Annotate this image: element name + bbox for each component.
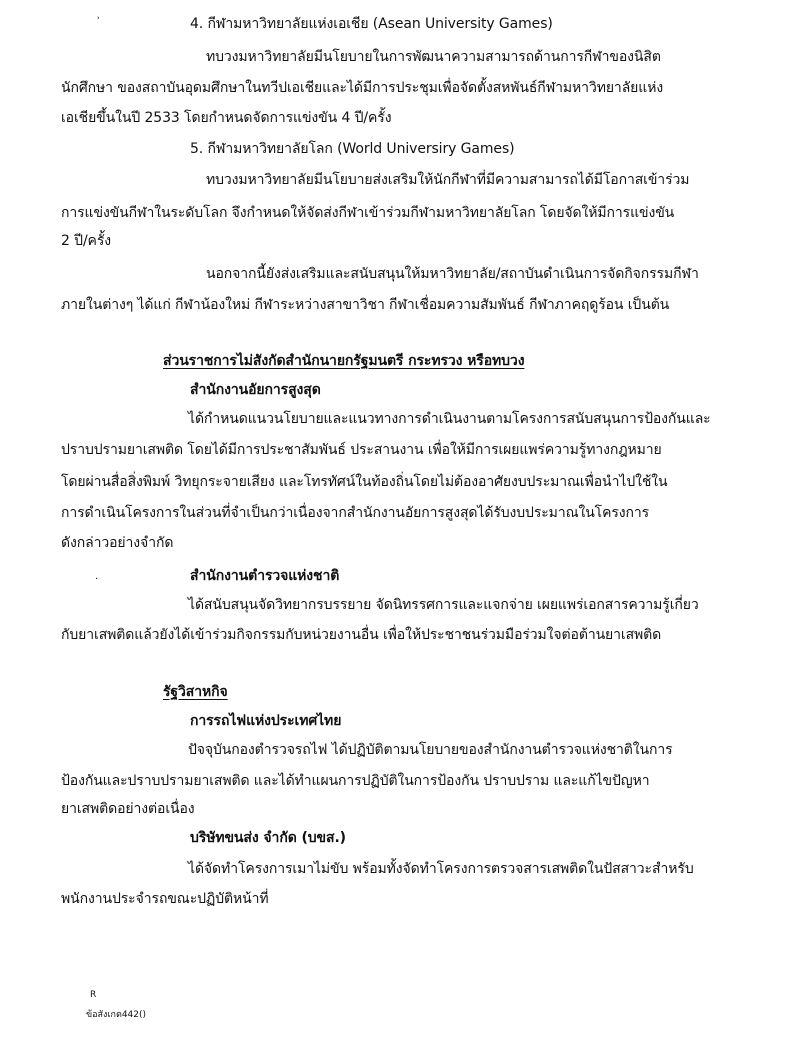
transport-paragraph-line: พนักงานประจำรถขณะปฏิบัติหน้าที่ (61, 891, 269, 907)
railway-title: การรถไฟแห่งประเทศไทย (190, 713, 342, 729)
extra-paragraph-line: นอกจากนี้ยังส่งเสริมและสนับสนุนให้มหาวิทยาลัย/สถาบันดำเนินการจัดกิจกรรมกีฬา (206, 266, 699, 282)
item5-paragraph-line: ทบวงมหาวิทยาลัยมีนโยบายส่งเสริมให้นักกีฬาที่มีความสามารถได้มีโอกาสเข้าร่วม (206, 172, 690, 188)
railway-paragraph-line: ยาเสพติดอย่างต่อเนื่อง (61, 801, 195, 817)
transport-paragraph-line: ได้จัดทำโครงการเมาไม่ขับ พร้อมทั้งจัดทำโครงการตรวจสารเสพติดในปัสสาวะสำหรับ (188, 861, 694, 877)
railway-paragraph-line: ป้องกันและปราบปรามยาเสพติด และได้ทำแผนการปฏิบัติในการป้องกัน ปราบปราม และแก้ไขปัญหา (61, 773, 650, 789)
attorney-paragraph-line: โดยผ่านสื่อสิ่งพิมพ์ วิทยุกระจายเสียง และโทรทัศน์ในท้องถิ่นโดยไม่ต้องอาศัยงบประมาณเพื่อนำไปใช้ใน (61, 474, 668, 490)
item5-heading: 5. กีฬามหาวิทยาลัยโลก (World Universiry Games) (190, 141, 515, 157)
police-paragraph-line: ได้สนับสนุนจัดวิทยากรบรรยาย จัดนิทรรศการและแจกจ่าย เผยแพร่เอกสารความรู้เกี่ยว (188, 597, 699, 613)
attorney-title: สำนักงานอัยการสูงสุด (190, 382, 321, 398)
agencies-section-heading: ส่วนราชการไม่สังกัดสำนักนายกรัฐมนตรี กระทรวง หรือทบวง (163, 353, 525, 369)
police-paragraph-line: กับยาเสพติดแล้วยังได้เข้าร่วมกิจกรรมกับหน่วยงานอื่น เพื่อให้ประชาชนร่วมมือร่วมใจต่อต้านยาเสพติด (61, 627, 662, 643)
top-mark: ʾ (97, 16, 101, 27)
item5-paragraph-line: การแข่งขันกีฬาในระดับโลก จึงกำหนดให้จัดส่งกีฬาเข้าร่วมกีฬามหาวิทยาลัยโลก โดยจัดให้มีการแข่งขัน (61, 205, 675, 221)
item4-heading: 4. กีฬามหาวิทยาลัยแห่งเอเชีย (Asean University Games) (190, 16, 553, 32)
railway-paragraph-line: ปัจจุบันกองตำรวจรถไฟ ได้ปฏิบัติตามนโยบายของสำนักงานตำรวจแห่งชาติในการ (188, 742, 673, 758)
police-mark: · (95, 574, 99, 585)
item5-paragraph-line: 2 ปี/ครั้ง (61, 233, 111, 249)
police-title: สำนักงานตำรวจแห่งชาติ (190, 568, 340, 584)
attorney-paragraph-line: ดังกล่าวอย่างจำกัด (61, 535, 174, 551)
attorney-paragraph-line: การดำเนินโครงการในส่วนที่จำเป็นกว่าเนื่องจากสำนักงานอัยการสูงสุดได้รับงบประมาณในโครงการ (61, 505, 650, 521)
attorney-paragraph-line: ได้กำหนดแนวนโยบายและแนวทางการดำเนินงานตามโครงการสนับสนุนการป้องกันและ (188, 411, 711, 427)
item4-paragraph-line: ทบวงมหาวิทยาลัยมีนโยบายในการพัฒนาความสามารถด้านการกีฬาของนิสิต (206, 49, 661, 65)
state-enterprise-heading: รัฐวิสาหกิจ (163, 684, 228, 700)
footer-mark: R (90, 990, 97, 1000)
extra-paragraph-line: ภายในต่างๆ ได้แก่ กีฬาน้องใหม่ กีฬาระหว่างสาขาวิชา กีฬาเชื่อมความสัมพันธ์ กีฬาภาคฤดูร้อน เป็นต้น (61, 297, 670, 313)
item4-paragraph-line: เอเชียขึ้นในปี 2533 โดยกำหนดจัดการแข่งขัน 4 ปี/ครั้ง (61, 110, 392, 126)
transport-title: บริษัทขนส่ง จำกัด (บขส.) (190, 830, 346, 846)
footer-code: ข้อสังเกต442() (86, 1010, 147, 1020)
attorney-paragraph-line: ปราบปรามยาเสพติด โดยได้มีการประชาสัมพันธ์ ประสานงาน เพื่อให้มีการเผยแพร่ความรู้ทางกฎหมาย (61, 442, 662, 458)
item4-paragraph-line: นักศึกษา ของสถาบันอุดมศึกษาในทวีปเอเชียและได้มีการประชุมเพื่อจัดตั้งสหพันธ์กีฬามหาวิทยาลัยแห่ง (61, 80, 664, 96)
